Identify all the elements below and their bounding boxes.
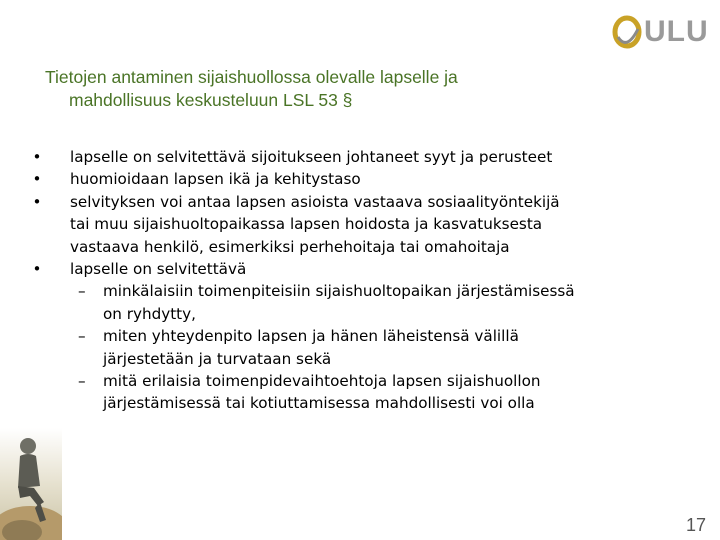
title-line-1: Tietojen antaminen sijaishuollossa olevalle lapselle ja	[45, 67, 458, 87]
bullet-text: huomioidaan lapsen ikä ja kehitystaso	[70, 170, 361, 189]
sub-item-line: mitä erilaisia toimenpidevaihtoehtoja lapsen sijaishuollon	[103, 372, 541, 391]
university-logo	[612, 12, 712, 52]
bullet-text: lapselle on selvitettävä sijoitukseen johtaneet syyt ja perusteet	[70, 148, 553, 166]
bullet-text-line: vastaava henkilö, esimerkiksi perhehoitaja tai omahoitaja	[70, 237, 510, 256]
title-line-2: mahdollisuus keskusteluun LSL 53 §	[69, 90, 353, 110]
bullet-marker: •	[32, 260, 42, 279]
page-number: 17	[685, 515, 706, 535]
slide-content	[30, 146, 690, 415]
statue-photo	[0, 428, 62, 540]
bullet-text: lapselle on selvitettävä	[70, 260, 247, 279]
bullet-text-line: tai muu sijaishuoltopaikassa lapsen hoidosta ja kasvatuksesta	[70, 215, 543, 234]
sub-item	[30, 370, 690, 415]
sub-item-line: minkälaisiin toimenpiteisiin sijaishuoltopaikan järjestämisessä	[103, 282, 575, 301]
bullet-item	[30, 191, 690, 258]
logo-o-swirl-icon	[612, 15, 642, 49]
sub-item-line: järjestetään ja turvataan sekä	[103, 349, 332, 368]
dash-marker: –	[78, 372, 86, 391]
sub-item	[30, 325, 690, 370]
dash-marker: –	[78, 327, 86, 346]
dash-marker: –	[78, 282, 86, 301]
sub-item-line: miten yhteydenpito lapsen ja hänen läheistensä välillä	[103, 327, 519, 346]
bullet-item	[30, 258, 690, 280]
bullet-marker: •	[32, 170, 42, 189]
sub-item	[30, 280, 690, 325]
bullet-marker: •	[32, 192, 42, 211]
bullet-text-line: selvityksen voi antaa lapsen asioista vastaava sosiaalityöntekijä	[70, 192, 560, 211]
sub-item-line: järjestämisessä tai kotiuttamisessa mahdollisesti voi olla	[103, 394, 535, 413]
logo-text: ULU	[644, 15, 709, 48]
sub-item-line: on ryhdytty,	[103, 304, 196, 323]
bullet-item	[30, 146, 690, 168]
bullet-item	[30, 168, 690, 190]
slide-title	[45, 66, 685, 112]
bullet-marker: •	[32, 148, 42, 166]
